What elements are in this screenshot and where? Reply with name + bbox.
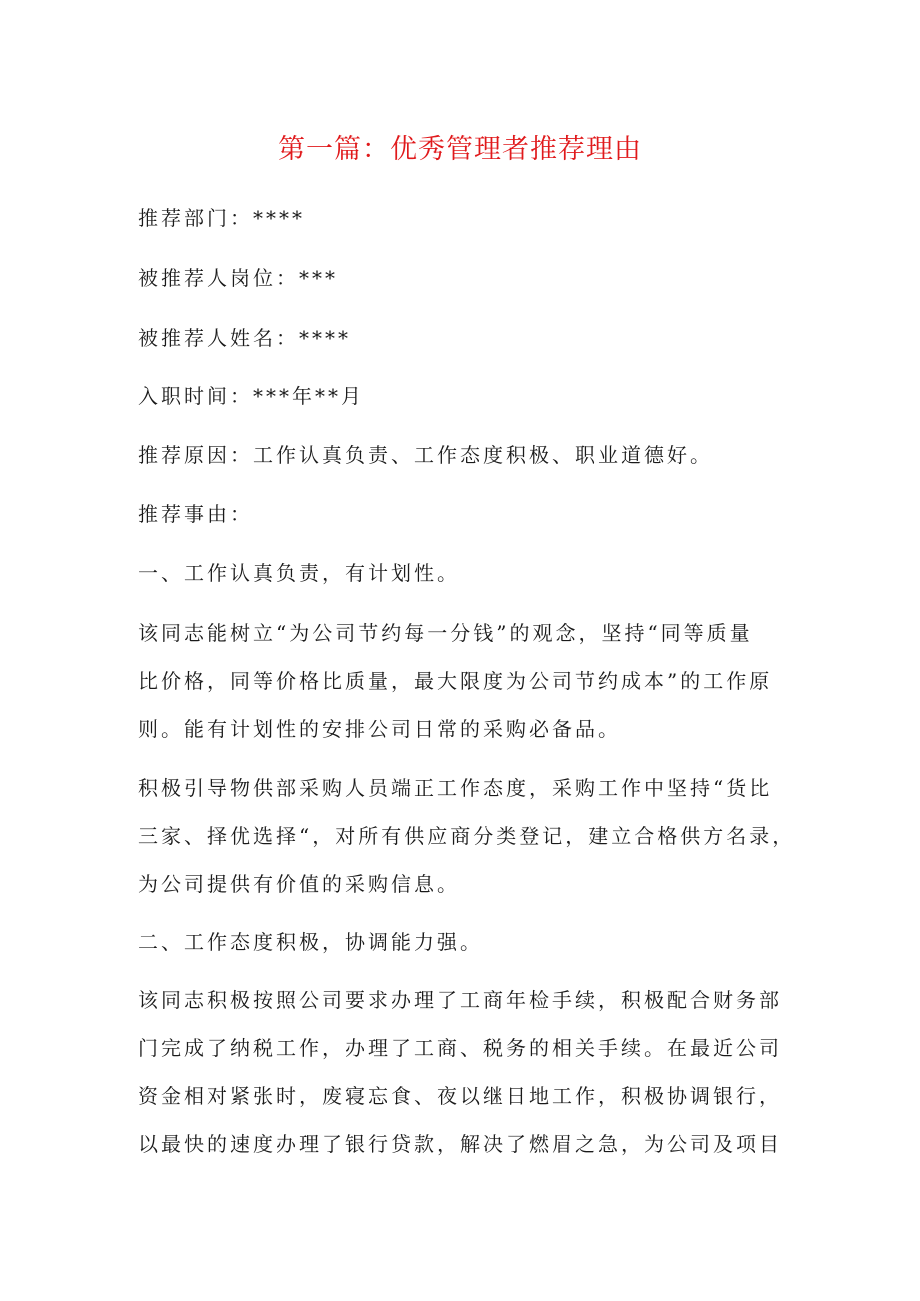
field-position: 被推荐人岗位：*** [138, 266, 338, 290]
field-name: 被推荐人姓名：**** [138, 326, 351, 350]
section1-paragraph-1 [138, 609, 788, 753]
paragraph-line: 该同志积极按照公司要求办理了工商年检手续，积极配合财务部 [138, 988, 782, 1012]
field-hire-date: 入职时间：***年**月 [138, 384, 364, 408]
section1-heading: 一、工作认真负责，有计划性。 [138, 561, 460, 585]
section2-paragraph-1 [138, 976, 788, 1168]
field-matters-label: 推荐事由： [138, 502, 253, 526]
paragraph-line: 以最快的速度办理了银行贷款，解决了燃眉之急，为公司及项目 [138, 1132, 782, 1156]
section1-paragraph-2 [138, 764, 796, 908]
paragraph-line: 则。能有计划性的安排公司日常的采购必备品。 [138, 717, 621, 741]
document-title: 第一篇：优秀管理者推荐理由 [278, 134, 642, 165]
field-reason: 推荐原因：工作认真负责、工作态度积极、职业道德好。 [138, 443, 713, 467]
paragraph-line: 门完成了纳税工作，办理了工商、税务的相关手续。在最近公司 [138, 1036, 782, 1060]
field-department: 推荐部门：**** [138, 206, 305, 230]
paragraph-line: 积极引导物供部采购人员端正工作态度，采购工作中坚持“货比 [138, 776, 773, 800]
section2-heading: 二、工作态度积极，协调能力强。 [138, 930, 483, 954]
paragraph-line: 资金相对紧张时，废寝忘食、夜以继日地工作，积极协调银行， [138, 1084, 782, 1108]
paragraph-line: 该同志能树立“为公司节约每一分钱”的观念，坚持“同等质量 [138, 621, 753, 645]
paragraph-line: 比价格，同等价格比质量，最大限度为公司节约成本”的工作原 [138, 669, 773, 693]
paragraph-line: 为公司提供有价值的采购信息。 [138, 872, 460, 896]
paragraph-line: 三家、择优选择“，对所有供应商分类登记，建立合格供方名录， [138, 824, 796, 848]
